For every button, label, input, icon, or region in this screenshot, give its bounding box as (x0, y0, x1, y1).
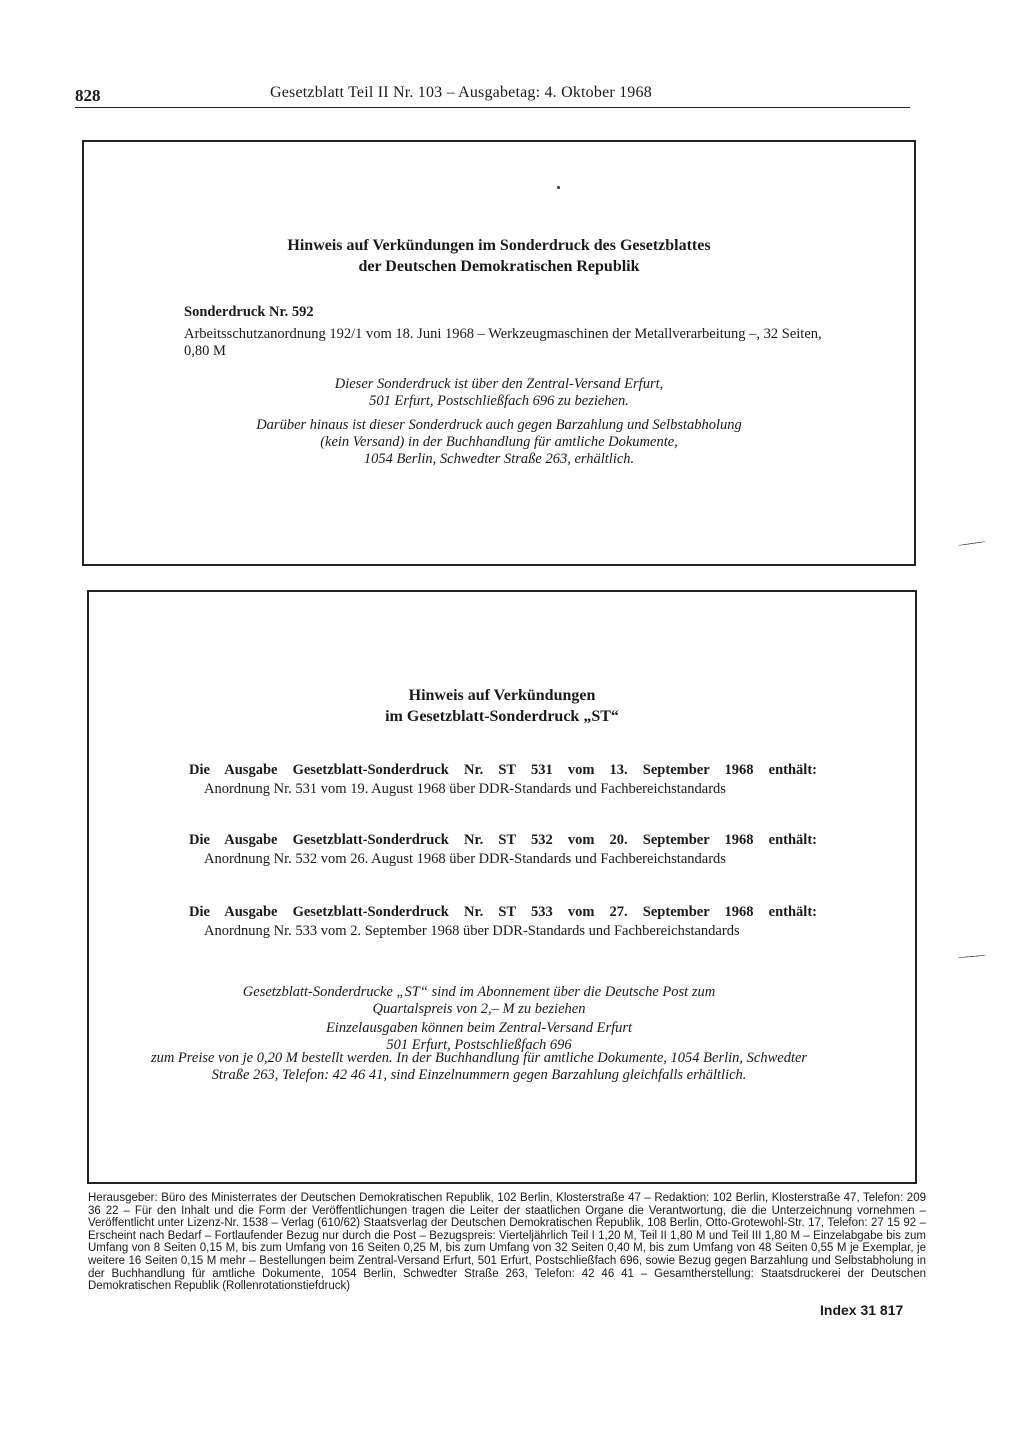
running-title: Gesetzblatt Teil II Nr. 103 – Ausgabetag: 4. Oktober 1968 (270, 84, 652, 101)
st-heading (89, 685, 915, 727)
note-line: 1054 Berlin, Schwedter Straße 263, erhältlich. (363, 451, 635, 467)
heading-line: Hinweis auf Verkündungen (408, 687, 596, 704)
print-speck (557, 186, 560, 189)
issue-title: Die Ausgabe Gesetzblatt-Sonderdruck Nr. ST 531 vom 13. September 1968 enthält: (189, 762, 817, 778)
note-line: (kein Versand) in der Buchhandlung für amtliche Dokumente, (320, 434, 678, 450)
issue-title: Die Ausgabe Gesetzblatt-Sonderdruck Nr. ST 532 vom 20. September 1968 enthält: (189, 832, 817, 848)
pickup-note (84, 417, 914, 468)
note-line: Darüber hinaus ist dieser Sonderdruck auch gegen Barzahlung und Selbstabholung (256, 417, 742, 433)
heading-line: der Deutschen Demokratischen Republik (358, 258, 640, 275)
index-number: Index 31 817 (820, 1302, 904, 1318)
heading-line: im Gesetzblatt-Sonderdruck „ST“ (385, 708, 619, 725)
issue-description: Anordnung Nr. 532 vom 26. August 1968 über DDR-Standards und Fachbereichstandards (204, 851, 726, 867)
page-number: 828 (75, 86, 101, 105)
margin-mark (958, 955, 986, 958)
note-line: 501 Erfurt, Postschließfach 696 zu beziehen. (369, 393, 629, 409)
single-issue-note (139, 1020, 819, 1054)
price-note: zum Preise von je 0,20 M bestellt werden. In der Buchhandlung für amtliche Dokumente, 1054 Berlin, Schwedter Straße 263, Telefon: 42 46 41, sind Einzelnummern gegen Barzahlung gleichfalls erhältlich. (150, 1050, 808, 1083)
margin-mark (958, 541, 986, 546)
imprint-footer: Herausgeber: Büro des Ministerrates der Deutschen Demokratischen Republik, 102 Berlin, Klosterstraße 47 – Redaktion: 102 Berlin, Klosterstraße 47, Telefon: 209 36 22 – Für den Inhalt und die Form der Veröffentlichungen tragen die Leiter der staatlichen Organe die Verantwortung, die die Unterzeichnung vornehmen – Veröffentlicht unter Lizenz-Nr. 1538 – Verlag (610/62) Staatsverlag der Deutschen Demokratischen Republik, 108 Berlin, Otto-Grotewohl-Str. 17, Telefon: 27 15 92 – Erscheint nach Bedarf – Fortlaufender Bezug nur durch die Post – Bezugspreis: Vierteljährlich Teil I 1,20 M, Teil II 1,80 M und Teil III 1,80 M – Einzelabgabe bis zum Umfang von 8 Seiten 0,15 M, bis zum Umfang von 16 Seiten 0,25 M, bis zum Umfang von 32 Seiten 0,40 M, bis zum Umfang von 48 Seiten 0,55 M je Exemplar, je weitere 16 Seiten 0,15 M mehr – Bestellungen beim Zentral-Versand Erfurt, 501 Erfurt, Postschließfach 696, sowie Bezug gegen Barzahlung und Selbstabholung in der Buchhandlung für amtliche Dokumente, 1054 Berlin, Schwedter Straße 263, Telefon: 42 46 41 – Gesamtherstellung: Staatsdruckerei der Deutschen Demokratischen Republik (Rollenrotationstiefdruck) (88, 1192, 926, 1293)
ordering-note (84, 376, 914, 410)
note-line: Gesetzblatt-Sonderdrucke „ST“ sind im Abonnement über die Deutsche Post zum (242, 984, 716, 1000)
issue-description: Anordnung Nr. 531 vom 19. August 1968 über DDR-Standards und Fachbereichstandards (204, 781, 726, 797)
sonderdruck-description: Arbeitsschutzanordnung 192/1 vom 18. Juni 1968 – Werkzeugmaschinen der Metallverarbeitung –, 32 Seiten, 0,80 M (184, 326, 822, 359)
sonderdruck-heading (84, 235, 914, 277)
sonderdruck-notice-box (82, 140, 916, 566)
st-notice-box (87, 590, 917, 1184)
issue-description: Anordnung Nr. 533 vom 2. September 1968 über DDR-Standards und Fachbereichstandards (204, 923, 740, 939)
note-line: Quartalspreis von 2,– M zu beziehen (372, 1001, 586, 1017)
note-line: Einzelausgaben können beim Zentral-Versand Erfurt (325, 1020, 633, 1036)
subscription-note (139, 984, 819, 1018)
sonderdruck-number: Sonderdruck Nr. 592 (184, 304, 314, 320)
issue-title: Die Ausgabe Gesetzblatt-Sonderdruck Nr. ST 533 vom 27. September 1968 enthält: (189, 904, 817, 920)
header-rule (75, 107, 910, 108)
note-line: 501 Erfurt, Postschließfach 696 (386, 1037, 572, 1053)
note-line: Dieser Sonderdruck ist über den Zentral-Versand Erfurt, (334, 376, 664, 392)
heading-line: Hinweis auf Verkündungen im Sonderdruck des Gesetzblattes (287, 237, 711, 254)
